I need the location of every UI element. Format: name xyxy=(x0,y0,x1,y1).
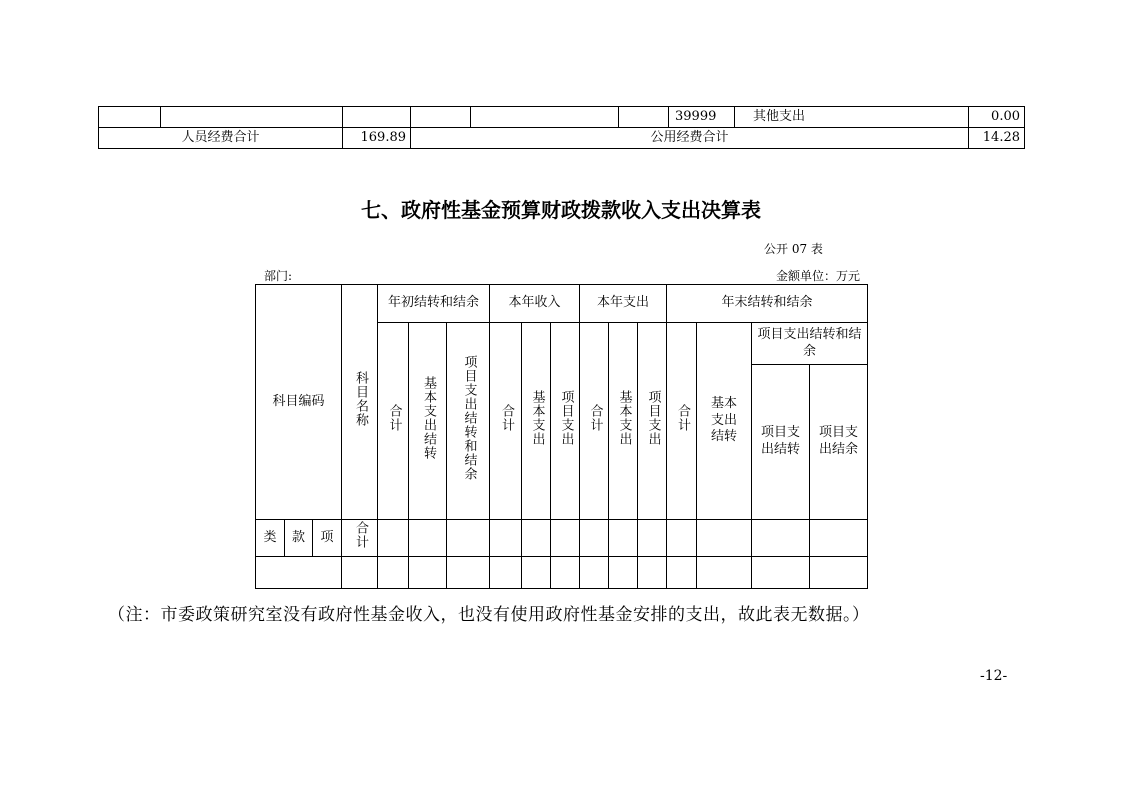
expense-project-header: 项目支出 xyxy=(638,323,667,520)
public-total-value: 14.28 xyxy=(969,128,1025,149)
sum-header: 合计 xyxy=(342,520,378,557)
expense-basic-header: 基本支出 xyxy=(609,323,638,520)
table-note: （注：市委政策研究室没有政府性基金收入，也没有使用政府性基金安排的支出，故此表无数据。） xyxy=(108,605,870,625)
department-label: 部门: xyxy=(264,269,293,283)
current-income-header: 本年收入 xyxy=(490,285,580,323)
begin-project-header: 项目支出结转和结余 xyxy=(447,323,490,520)
current-expense-header: 本年支出 xyxy=(580,285,667,323)
expense-total-header: 合计 xyxy=(580,323,609,520)
begin-total-header: 合计 xyxy=(378,323,409,520)
amount-unit-label: 金额单位：万元 xyxy=(775,269,860,283)
end-balance-header: 年末结转和结余 xyxy=(667,285,868,323)
income-total-header: 合计 xyxy=(490,323,522,520)
category-header: 类 xyxy=(256,520,285,557)
page-number: -12- xyxy=(980,668,1008,684)
subject-code-cell: 39999 xyxy=(669,107,735,128)
public-total-label: 公用经费合计 xyxy=(411,128,969,149)
amount-cell: 0.00 xyxy=(969,107,1025,128)
table-row xyxy=(99,107,1025,128)
subject-name-cell: 其他支出 xyxy=(735,107,969,128)
page-title: 七、政府性基金预算财政拨款收入支出决算表 xyxy=(361,198,761,222)
income-project-header: 项目支出 xyxy=(551,323,580,520)
end-project-balance-header: 项目支出结余 xyxy=(810,365,868,520)
section-header: 款 xyxy=(285,520,313,557)
table-row xyxy=(256,285,868,323)
personnel-total-label: 人员经费合计 xyxy=(99,128,343,149)
end-basic-header: 基本支出结转 xyxy=(697,323,752,520)
table-row xyxy=(256,557,868,589)
subject-name-header: 科目名称 xyxy=(342,285,378,520)
personnel-total-value: 169.89 xyxy=(343,128,411,149)
fund-budget-table xyxy=(255,284,868,589)
begin-basic-header: 基本支出结转 xyxy=(409,323,447,520)
expense-summary-table xyxy=(98,106,1025,149)
end-total-header: 合计 xyxy=(667,323,697,520)
item-header: 项 xyxy=(313,520,342,557)
table-row xyxy=(99,128,1025,149)
form-number: 公开 07 表 xyxy=(764,242,823,256)
end-project-carryover-header: 项目支出结转 xyxy=(752,365,810,520)
begin-balance-header: 年初结转和结余 xyxy=(378,285,490,323)
table-row xyxy=(256,520,868,557)
subject-code-header: 科目编码 xyxy=(256,285,342,520)
income-basic-header: 基本支出 xyxy=(522,323,551,520)
end-project-header: 项目支出结转和结余 xyxy=(752,323,868,365)
